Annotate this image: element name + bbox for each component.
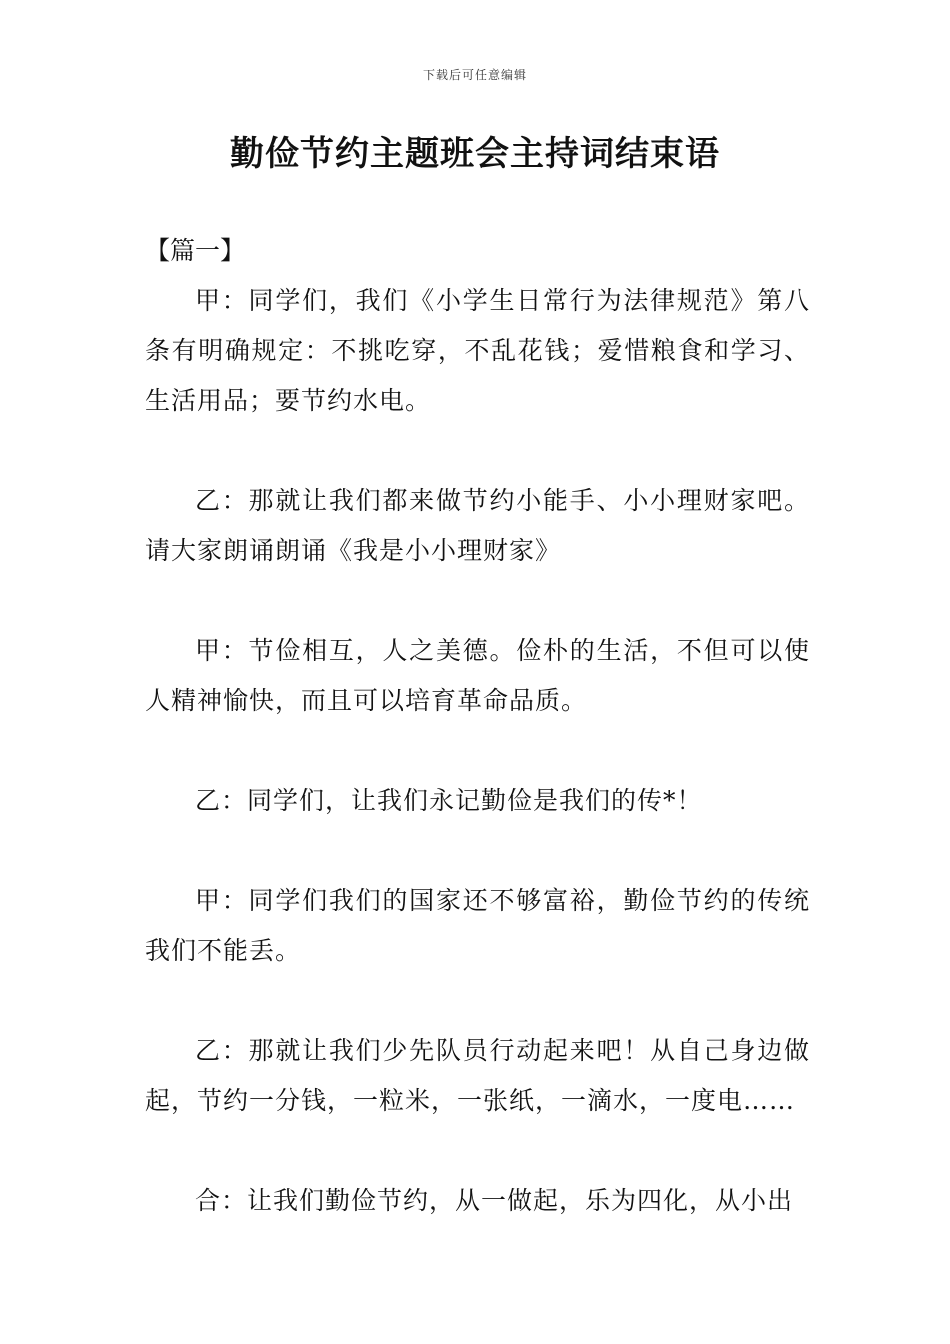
paragraph: 合：让我们勤俭节约，从一做起，乐为四化，从小出: [195, 1186, 794, 1215]
paragraph: 乙：同学们，让我们永记勤俭是我们的传*！: [195, 786, 703, 815]
paragraph: 甲：同学们我们的国家还不够富裕，勤俭节约的传统我们不能丢。: [145, 886, 810, 965]
paragraph: 乙：那就让我们少先队员行动起来吧！从自己身边做起，节约一分钱，一粒米，一张纸，一滴水，一度电……: [145, 1036, 810, 1115]
document-title: 勤俭节约主题班会主持词结束语: [230, 134, 720, 174]
section-heading: 【篇一】: [145, 236, 246, 265]
paragraph: 乙：那就让我们都来做节约小能手、小小理财家吧。请大家朗诵朗诵《我是小小理财家》: [145, 486, 810, 565]
header-note: 下载后可任意编辑: [422, 68, 527, 82]
paragraph: 甲：节俭相互，人之美德。俭朴的生活，不但可以使人精神愉快，而且可以培育革命品质。: [145, 636, 810, 715]
paragraph: 甲：同学们，我们《小学生日常行为法律规范》第八条有明确规定：不挑吃穿，不乱花钱；爱惜粮食和学习、生活用品；要节约水电。: [145, 286, 810, 415]
document-body: [145, 226, 810, 1276]
